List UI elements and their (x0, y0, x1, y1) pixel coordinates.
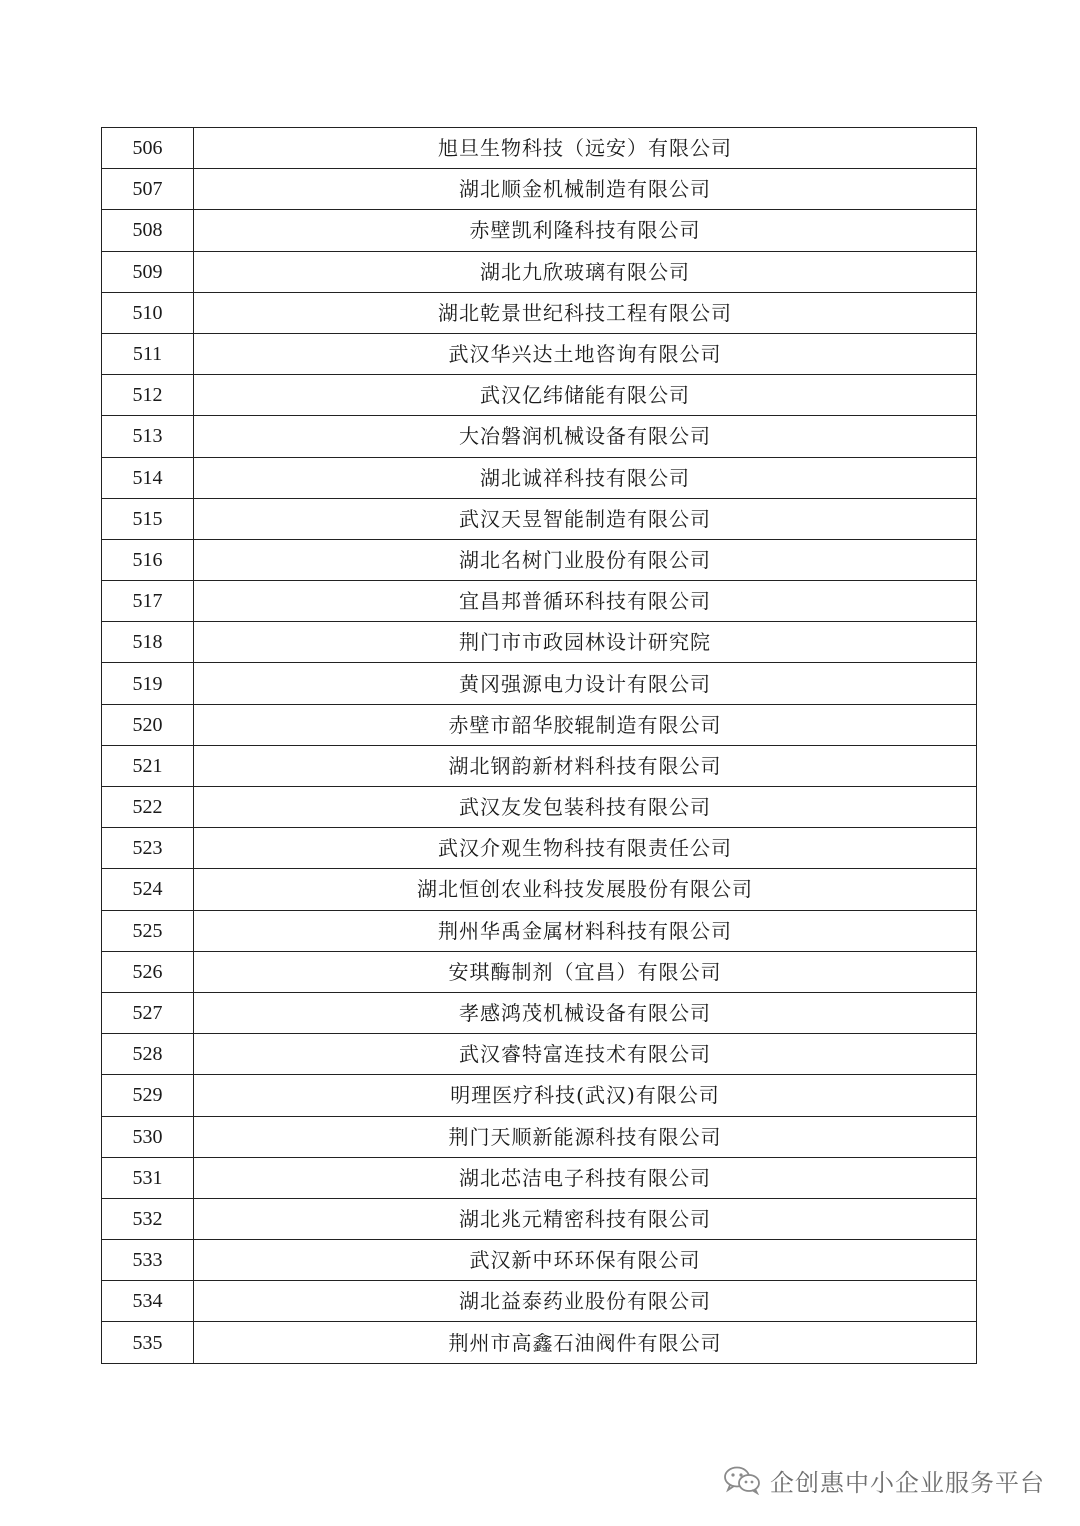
table-row (102, 663, 977, 704)
table-row (102, 292, 977, 333)
table-row (102, 1240, 977, 1281)
table-row (102, 1075, 977, 1116)
row-number: 522 (102, 787, 194, 828)
table-row (102, 498, 977, 539)
table-row (102, 622, 977, 663)
row-number: 506 (102, 128, 194, 169)
company-name: 武汉天昱智能制造有限公司 (194, 498, 977, 539)
table-row (102, 169, 977, 210)
company-name: 湖北芯洁电子科技有限公司 (194, 1157, 977, 1198)
company-name: 明理医疗科技(武汉)有限公司 (194, 1075, 977, 1116)
company-name: 赤壁市韶华胶辊制造有限公司 (194, 704, 977, 745)
company-name: 安琪酶制剂（宜昌）有限公司 (194, 951, 977, 992)
row-number: 509 (102, 251, 194, 292)
row-number: 519 (102, 663, 194, 704)
row-number: 510 (102, 292, 194, 333)
table-row (102, 1157, 977, 1198)
row-number: 531 (102, 1157, 194, 1198)
row-number: 535 (102, 1322, 194, 1363)
row-number: 516 (102, 539, 194, 580)
row-number: 530 (102, 1116, 194, 1157)
row-number: 526 (102, 951, 194, 992)
table-row (102, 910, 977, 951)
table-row (102, 1281, 977, 1322)
row-number: 524 (102, 869, 194, 910)
table-row (102, 581, 977, 622)
row-number: 533 (102, 1240, 194, 1281)
company-name: 荆门天顺新能源科技有限公司 (194, 1116, 977, 1157)
row-number: 523 (102, 828, 194, 869)
table-row (102, 1198, 977, 1239)
company-name: 湖北恒创农业科技发展股份有限公司 (194, 869, 977, 910)
row-number: 532 (102, 1198, 194, 1239)
company-name: 武汉介观生物科技有限责任公司 (194, 828, 977, 869)
row-number: 518 (102, 622, 194, 663)
company-name: 武汉睿特富连技术有限公司 (194, 1034, 977, 1075)
table-row (102, 828, 977, 869)
company-name: 武汉新中环环保有限公司 (194, 1240, 977, 1281)
table-row (102, 416, 977, 457)
table-row (102, 251, 977, 292)
table-row (102, 1034, 977, 1075)
table-row (102, 992, 977, 1033)
company-name: 赤壁凯利隆科技有限公司 (194, 210, 977, 251)
company-name: 武汉亿纬储能有限公司 (194, 375, 977, 416)
table-row (102, 457, 977, 498)
table-row (102, 745, 977, 786)
company-name: 荆州市高鑫石油阀件有限公司 (194, 1322, 977, 1363)
company-name: 旭旦生物科技（远安）有限公司 (194, 128, 977, 169)
company-name: 湖北益泰药业股份有限公司 (194, 1281, 977, 1322)
company-name: 武汉华兴达土地咨询有限公司 (194, 333, 977, 374)
row-number: 511 (102, 333, 194, 374)
watermark-text: 企创惠中小企业服务平台 (770, 1468, 1045, 1497)
wechat-icon (722, 1465, 762, 1495)
row-number: 514 (102, 457, 194, 498)
company-name: 湖北诚祥科技有限公司 (194, 457, 977, 498)
company-name: 湖北名树门业股份有限公司 (194, 539, 977, 580)
row-number: 513 (102, 416, 194, 457)
row-number: 529 (102, 1075, 194, 1116)
table-row (102, 704, 977, 745)
row-number: 520 (102, 704, 194, 745)
table-row (102, 951, 977, 992)
company-name: 湖北顺金机械制造有限公司 (194, 169, 977, 210)
row-number: 512 (102, 375, 194, 416)
company-name: 荆门市市政园林设计研究院 (194, 622, 977, 663)
table-row (102, 869, 977, 910)
row-number: 507 (102, 169, 194, 210)
row-number: 525 (102, 910, 194, 951)
row-number: 517 (102, 581, 194, 622)
table-row (102, 1116, 977, 1157)
table-row (102, 375, 977, 416)
company-name: 孝感鸿茂机械设备有限公司 (194, 992, 977, 1033)
watermark (722, 1460, 1045, 1500)
company-name: 大冶磐润机械设备有限公司 (194, 416, 977, 457)
company-name: 湖北乾景世纪科技工程有限公司 (194, 292, 977, 333)
table-row (102, 787, 977, 828)
row-number: 515 (102, 498, 194, 539)
row-number: 527 (102, 992, 194, 1033)
table-row (102, 128, 977, 169)
company-name: 宜昌邦普循环科技有限公司 (194, 581, 977, 622)
row-number: 528 (102, 1034, 194, 1075)
table-row (102, 210, 977, 251)
company-name: 武汉友发包装科技有限公司 (194, 787, 977, 828)
company-name: 湖北九欣玻璃有限公司 (194, 251, 977, 292)
company-name: 湖北兆元精密科技有限公司 (194, 1198, 977, 1239)
table-body (102, 128, 977, 1364)
table-row (102, 1322, 977, 1363)
company-list-table (101, 127, 977, 1364)
row-number: 521 (102, 745, 194, 786)
table-row (102, 539, 977, 580)
company-name: 湖北钢韵新材料科技有限公司 (194, 745, 977, 786)
row-number: 534 (102, 1281, 194, 1322)
company-name: 黄冈强源电力设计有限公司 (194, 663, 977, 704)
company-name: 荆州华禹金属材料科技有限公司 (194, 910, 977, 951)
table-row (102, 333, 977, 374)
row-number: 508 (102, 210, 194, 251)
